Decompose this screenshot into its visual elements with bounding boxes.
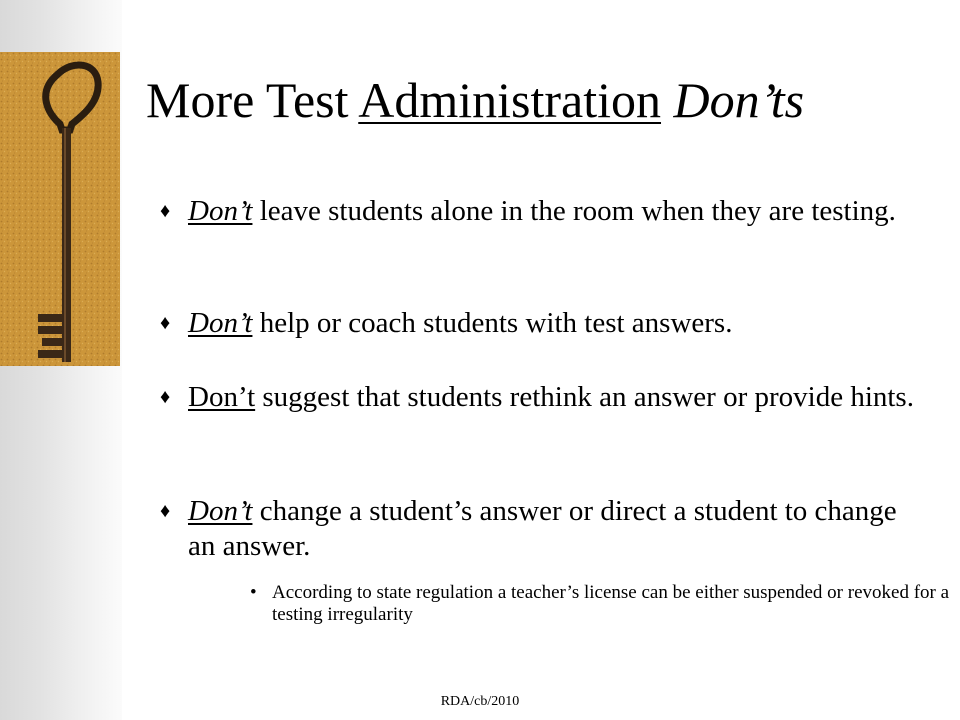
sub-bullet-item: [250, 582, 950, 626]
diamond-bullet-icon: ♦: [160, 200, 171, 222]
round-bullet-icon: •: [250, 582, 257, 603]
bullet-emphasis: Don’t: [188, 381, 256, 413]
bullet-text: leave students alone in the room when they are testing.: [259, 195, 896, 227]
bullet-text: help or coach students with test answers.: [259, 307, 733, 339]
bullet-item-3: [160, 380, 930, 415]
bullet-emphasis: Don’t: [188, 195, 253, 227]
bullet-emphasis: Don’t: [188, 307, 253, 339]
title-part-1: More Test: [146, 72, 349, 128]
slide-title: [146, 66, 804, 134]
diamond-bullet-icon: ♦: [160, 312, 171, 334]
slide-footer: RDA/cb/2010: [440, 694, 520, 709]
bullet-text: change a student’s answer or direct a student to change an answer.: [188, 495, 897, 562]
bullet-text: suggest that students rethink an answer or provide hints.: [262, 381, 914, 413]
title-part-2: Administration: [358, 72, 662, 128]
diamond-bullet-icon: ♦: [160, 386, 171, 408]
diamond-bullet-icon: ♦: [160, 500, 171, 522]
key-icon: [0, 52, 120, 366]
bullet-item-2: [160, 306, 930, 341]
bullet-item-1: [160, 194, 930, 229]
bullet-emphasis: Don’t: [188, 495, 253, 527]
sub-bullet-text: According to state regulation a teacher’s license can be either suspended or revoked for a testing irregularity: [272, 582, 950, 625]
title-part-3: Don’ts: [673, 72, 805, 128]
bullet-item-4: [160, 494, 930, 564]
